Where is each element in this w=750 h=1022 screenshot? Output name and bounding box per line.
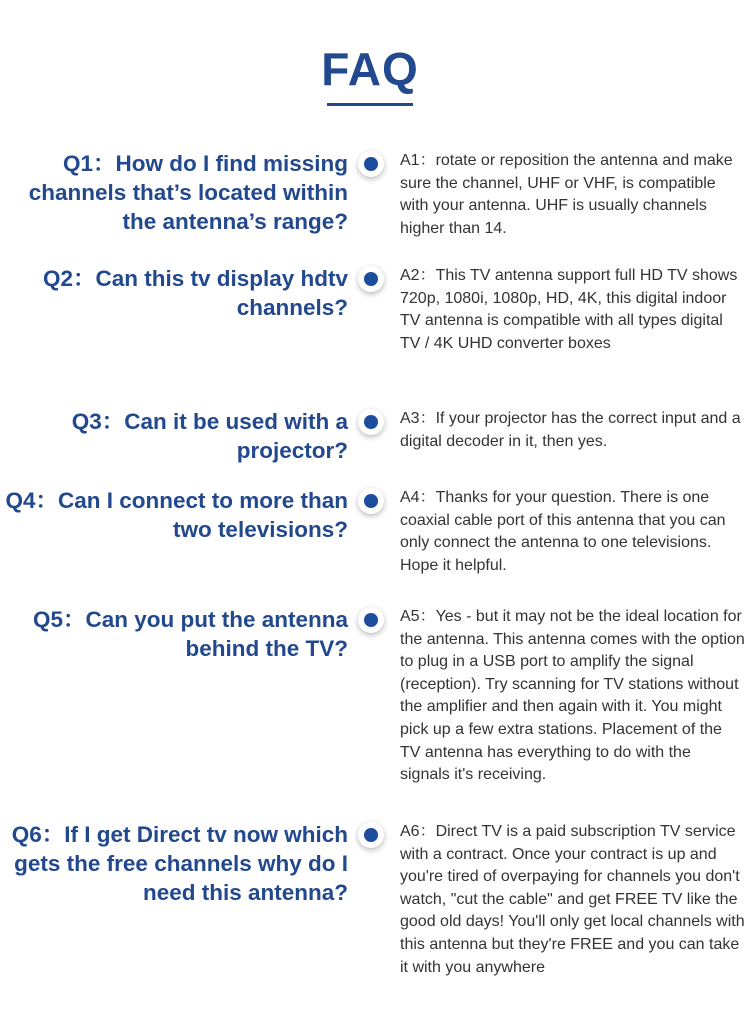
faq-answer: A6：Direct TV is a paid subscription TV service with a contract. Once your contract is up and you're tired of overpaying for channels you don't watch, "cut the cable" and get FREE TV like the good old days! You'll only get local channels with this antenna but they're FREE and you can take it with you anywhere: [400, 823, 745, 976]
faq-answer: A2：This TV antenna support full HD TV shows 720p, 1080i, 1080p, HD, 4K, this digital indoor TV antenna is compatible with all types digital TV / 4K UHD converter boxes: [400, 267, 738, 352]
faq-question: Q4：Can I connect to more than two televisions?: [5, 488, 348, 542]
faq-question: Q2：Can this tv display hdtv channels?: [42, 266, 348, 320]
faq-question: Q5：Can you put the antenna behind the TV?: [32, 607, 348, 661]
bullet-dot-icon: [358, 266, 384, 292]
bullet-dot-icon: [358, 822, 384, 848]
bullet-dot-icon: [358, 488, 384, 514]
bullet-dot-icon: [358, 409, 384, 435]
faq-answer: A5：Yes - but it may not be the ideal location for the antenna. This antenna comes with the option to plug in a USB port to amplify the signal (reception). Try scanning for TV stations without the amplifier and then again with it. You might pick up a few extra stations. Placement of the TV antenna has everything to do with the signals it's receiving.: [400, 608, 745, 784]
faq-question: Q3：Can it be used with a projector?: [71, 409, 348, 463]
page-title: FAQ: [321, 43, 419, 95]
faq-answer: A3：If your projector has the correct input and a digital decoder in it, then yes.: [400, 410, 741, 450]
title-underline: [327, 103, 413, 106]
bullet-dot-icon: [358, 607, 384, 633]
bullet-dot-icon: [358, 151, 384, 177]
faq-answer: A1：rotate or reposition the antenna and make sure the channel, UHF or VHF, is compatible with your antenna. UHF is usually channels higher than 14.: [400, 152, 733, 237]
faq-question: Q6：If I get Direct tv now which gets the free channels why do I need this antenna?: [11, 822, 348, 905]
faq-question: Q1：How do I find missing channels that’s located within the antenna’s range?: [28, 151, 348, 234]
faq-answer: A4：Thanks for your question. There is one coaxial cable port of this antenna that you can only connect the antenna to one televisions. Hope it helpful.: [400, 489, 726, 574]
